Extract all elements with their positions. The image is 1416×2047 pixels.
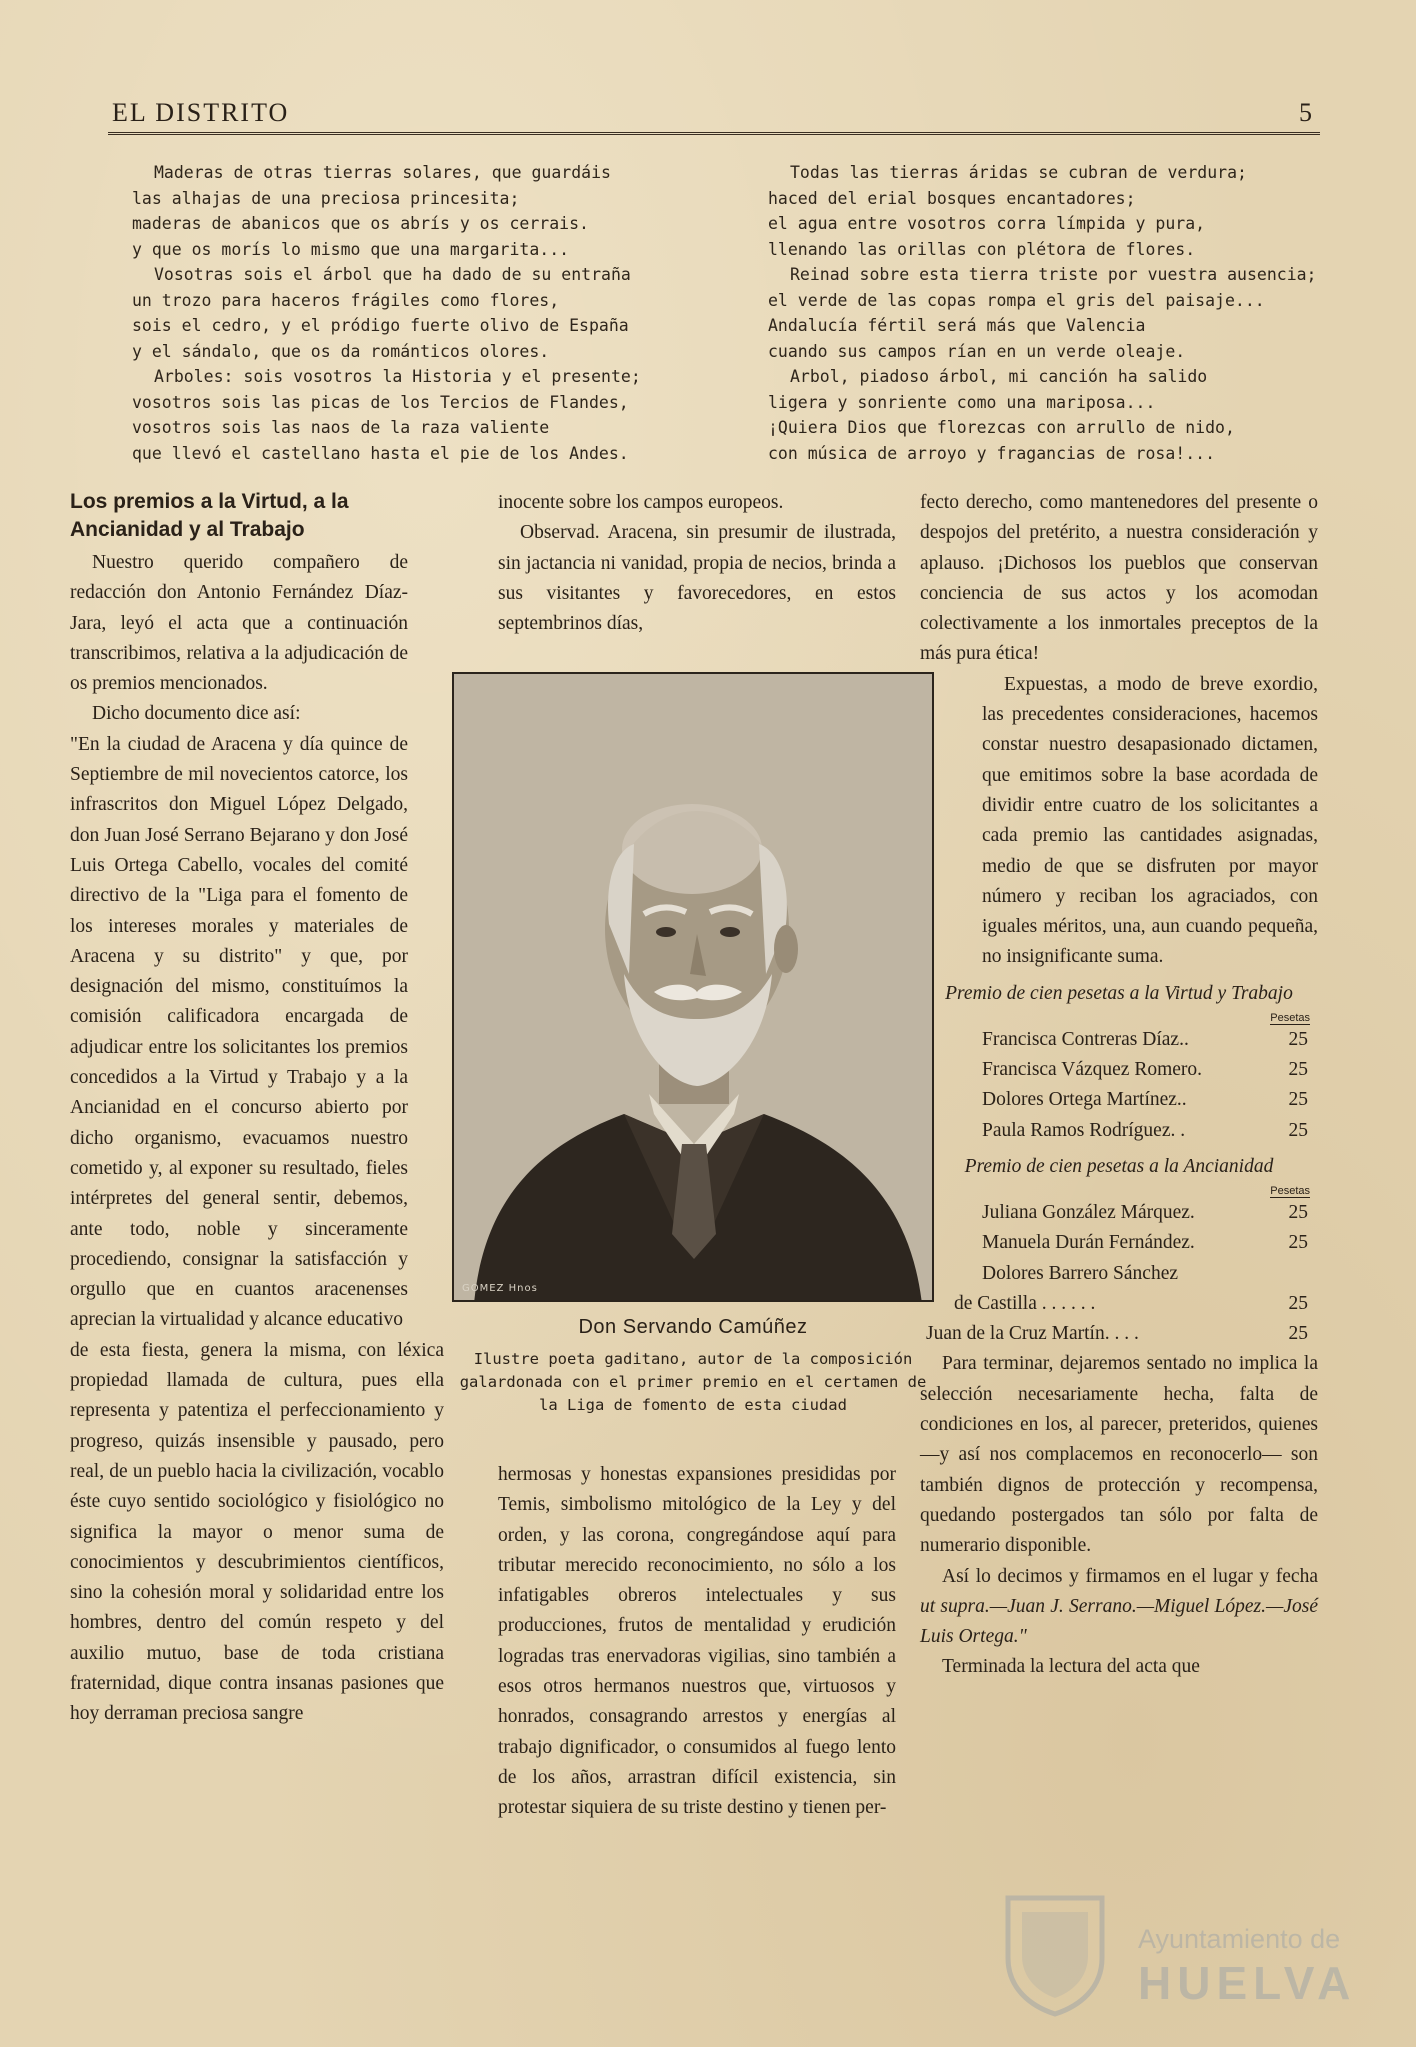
poem-line: ligera y sonriente como una mariposa... (768, 392, 1156, 412)
pesetas-label-text: Pesetas (1270, 1011, 1310, 1024)
photo-credit: GOMEZ Hnos (462, 1283, 538, 1294)
poem-line: que llevó el castellano hasta el pie de los Andes. (132, 443, 629, 463)
article-paragraph: inocente sobre los campos europeos. (498, 492, 784, 513)
article-paragraph: Dicho documento dice así: (92, 703, 301, 725)
prize-name: Manuela Durán Fernández. (982, 1232, 1195, 1254)
poem-line: llenando las orillas con plétora de flores. (768, 239, 1196, 259)
page-number: 5 (1299, 98, 1312, 127)
prize-row (920, 1025, 1318, 1055)
prize-row (920, 1198, 1318, 1228)
poem-line: vosotros sois las picas de los Tercios de Flandes, (132, 392, 629, 412)
article-column-2-top (498, 488, 896, 639)
article-paragraph: Para terminar, dejaremos sentado no implica la selección necesariamente hecha, falta de condiciones en los, al parecer, preteridos, quienes—y así nos complacemos en reconocerlo— son también dignos de protección y recompensa, quedando postergados tan sólo por falta de numerario disponible. (920, 1353, 1318, 1557)
article-paragraph: "En la ciudad de Aracena y día quince de Septiembre de mil novecientos catorce, los infrascritos don Miguel López Delgado, don Juan José Serrano Bejarano y don José Luis Ortega Cabello, vocales del comité directivo de la "Liga para el fomento de los intereses morales y materiales de Aracena y su distrito" y que, por designación del mismo, constituímos la comisión calificadora encargada de adjudicar entre los solicitantes los premios concedidos a la Virtud y Trabajo y a la Ancianidad en el concurso abierto por dicho organismo, evacuamos nuestro cometido y, al exponer su resultado, fieles intérpretes del general sentir, debemos, ante todo, noble y sinceramente procediendo, consignar la satisfacción y orgullo que en cuantos aracenenses aprecian la virtualidad y alcance educativo (70, 733, 408, 1331)
article-paragraph: fecto derecho, como mantenedores del presente o despojos del pretérito, a nuestra consideración y aplauso. ¡Dichosos los pueblos que conservan conciencia de sus actos y los acomodan colectivamente a los inmortales preceptos de la más pura ética! (920, 492, 1318, 665)
prize-row (920, 1116, 1318, 1146)
poem-line: las alhajas de una preciosa princesita; (132, 188, 520, 208)
signature-lead: Así lo decimos y firmamos en el lugar y fecha (942, 1565, 1318, 1587)
poem-line: el agua entre vosotros corra límpida y pura, (768, 214, 1206, 233)
watermark-line-1: Ayuntamiento de (1138, 1924, 1341, 1954)
prize-name: Paula Ramos Rodríguez. . (982, 1119, 1186, 1141)
portrait-illustration (454, 674, 934, 1302)
poem-line: un trozo para haceros frágiles como flores, (132, 290, 560, 310)
poem-line: vosotros sois las naos de la raza valiente (132, 418, 550, 437)
prize-amount: 25 (1288, 1059, 1308, 1081)
article-paragraph: de esta fiesta, genera la misma, con léxica propiedad llamada de cultura, pues ella representa y patentiza el perfeccionamiento y progreso, quizás insensible y pausado, pero real, de un pueblo hacia la civilización, vocablo éste cuyo sentido sociológico y fisiológico no significa la mayor o menor suma de conocimientos y descubrimientos científicos, sino la cohesión moral y solidaridad entre los hombres, dentro del común respeto y del auxilio mutuo, base de toda cristiana fraternidad, dique contra insanas pasiones que hoy derraman preciosa sangre (70, 1339, 444, 1725)
prize-amount: 25 (1288, 1323, 1308, 1345)
prize-amount: 25 (1288, 1292, 1308, 1314)
poem-line: Reinad sobre esta tierra triste por vuestra ausencia; (790, 265, 1317, 284)
prize-row (920, 1085, 1318, 1115)
article-paragraph: hermosas y honestas expansiones presididas por Temis, simbolismo mitológico de la Ley y del orden, y las corona, congregándose aquí para tributar merecido reconocimiento, no sólo a los infatigables obreros intelectuales y sus producciones, frutos de mentalidad y erudición logradas tras enervadoras vigilias, sino también a esos otros hermanos nuestros que, virtuosos y honrados, consagrando arrestos y energías al trabajo dignificador, o consumidos al fuego lento de los años, arrastran difícil existencia, sin protestar siquiera de su triste destino y tienen per- (498, 1464, 896, 1819)
poem-left-column (132, 160, 641, 466)
prize-row (920, 1228, 1318, 1258)
prize-row (920, 1055, 1318, 1085)
poem-line: y el sándalo, que os da románticos olores. (132, 341, 550, 361)
prize-name: Francisca Vázquez Romero. (982, 1059, 1203, 1081)
prize-title-virtud: Premio de cien pesetas a la Virtud y Trabajo (945, 982, 1293, 1004)
watermark-line-2: HUELVA (1138, 1957, 1357, 2009)
prize-name: Dolores Ortega Martínez.. (982, 1089, 1187, 1111)
poem-line: Arbol, piadoso árbol, mi canción ha salido (790, 367, 1208, 386)
prize-amount: 25 (1288, 1119, 1308, 1141)
prize-row (920, 1289, 1318, 1319)
article-paragraph: Observad. Aracena, sin presumir de ilustrada, sin jactancia ni vanidad, propia de necios, brinda a sus visitantes y favorecedores, en estos septembrinos días, (498, 522, 896, 635)
poem-line: cuando sus campos rían en un verde oleaje. (768, 341, 1186, 361)
poem-line: sois el cedro, y el pródigo fuerte olivo de España (132, 316, 629, 335)
masthead (108, 98, 1320, 135)
poem-line: Vosotras sois el árbol que ha dado de su entraña (154, 265, 631, 284)
poem-line: con música de arroyo y fragancias de rosa!... (768, 443, 1216, 463)
prize-name: Dolores Barrero Sánchez (982, 1262, 1178, 1284)
prize-name: Juliana González Márquez. (982, 1201, 1195, 1223)
portrait-photo (452, 672, 934, 1302)
poem-line: Andalucía fértil será más que Valencia (768, 316, 1146, 335)
poem-line: Maderas de otras tierras solares, que guardáis (154, 163, 611, 182)
prize-name: Juan de la Cruz Martín. . . . (926, 1323, 1139, 1345)
prize-amount: 25 (1288, 1089, 1308, 1111)
poem-line: y que os morís lo mismo que una margarita... (132, 239, 570, 259)
archive-watermark (1000, 1888, 1357, 2018)
article-paragraph: Terminada la lectura del acta que (942, 1656, 1200, 1678)
portrait-figure (452, 672, 934, 1302)
article-paragraph: Nuestro querido compañero de redacción don Antonio Fernández Díaz-Jara, leyó el acta que a continuación transcribimos, relativa a la adjudicación de os premios mencionados. (70, 552, 408, 695)
prize-amount: 25 (1288, 1232, 1308, 1254)
article-paragraph (920, 1562, 1318, 1653)
newspaper-title: EL DISTRITO (112, 98, 290, 127)
pesetas-label-text: Pesetas (1270, 1184, 1310, 1197)
coat-of-arms-icon (1000, 1888, 1110, 2018)
article-column-2-bottom (498, 1460, 896, 1824)
signature-line: ut supra.—Juan J. Serrano.—Miguel López.—José Luis Ortega." (920, 1595, 1318, 1648)
poem-line: ¡Quiera Dios que florezcas con arrullo de nido, (768, 418, 1235, 437)
prize-amount: 25 (1288, 1028, 1308, 1050)
poem-line: maderas de abanicos que os abrís y os cerrais. (132, 214, 589, 233)
figure-caption-title: Don Servando Camúñez (578, 1316, 808, 1338)
article-heading: Los premios a la Virtud, a la Ancianidad y al Trabajo (70, 490, 349, 541)
poem-line: Arboles: sois vosotros la Historia y el presente; (154, 367, 641, 386)
poem-right-column (768, 160, 1317, 466)
pesetas-label (920, 1184, 1318, 1198)
pesetas-label (920, 1011, 1318, 1025)
prize-name: de Castilla . . . . . . (954, 1292, 1096, 1314)
figure-caption-text: Ilustre poeta gaditano, autor de la composición galardonada con el primer premio en el certamen de la Liga de fomento de esta ciudad (459, 1350, 927, 1414)
poem-line: haced del erial bosques encantadores; (768, 188, 1136, 208)
article-paragraph: Expuestas, a modo de breve exordio, las precedentes consideraciones, hacemos constar nuestro desapasionado dictamen, que emitimos sobre la base acordada de dividir entre cuatro de los solicitantes a cada premio las cantidades asignadas, medio de que se disfruten por mayor número y reciban los agraciados, con iguales méritos, una, aun cuando pequeña, no insignificante suma. (982, 673, 1318, 968)
poem-line: Todas las tierras áridas se cubran de verdura; (790, 163, 1247, 182)
prize-row (920, 1319, 1318, 1349)
poem-line: el verde de las copas rompa el gris del paisaje... (768, 290, 1265, 310)
prize-row (920, 1259, 1318, 1289)
prize-title-ancianidad: Premio de cien pesetas a la Ancianidad (964, 1155, 1274, 1177)
article-column-3 (920, 488, 1318, 1683)
article-column-1 (70, 488, 444, 1730)
prize-amount: 25 (1288, 1201, 1308, 1223)
prize-name: Francisca Contreras Díaz.. (982, 1028, 1189, 1050)
